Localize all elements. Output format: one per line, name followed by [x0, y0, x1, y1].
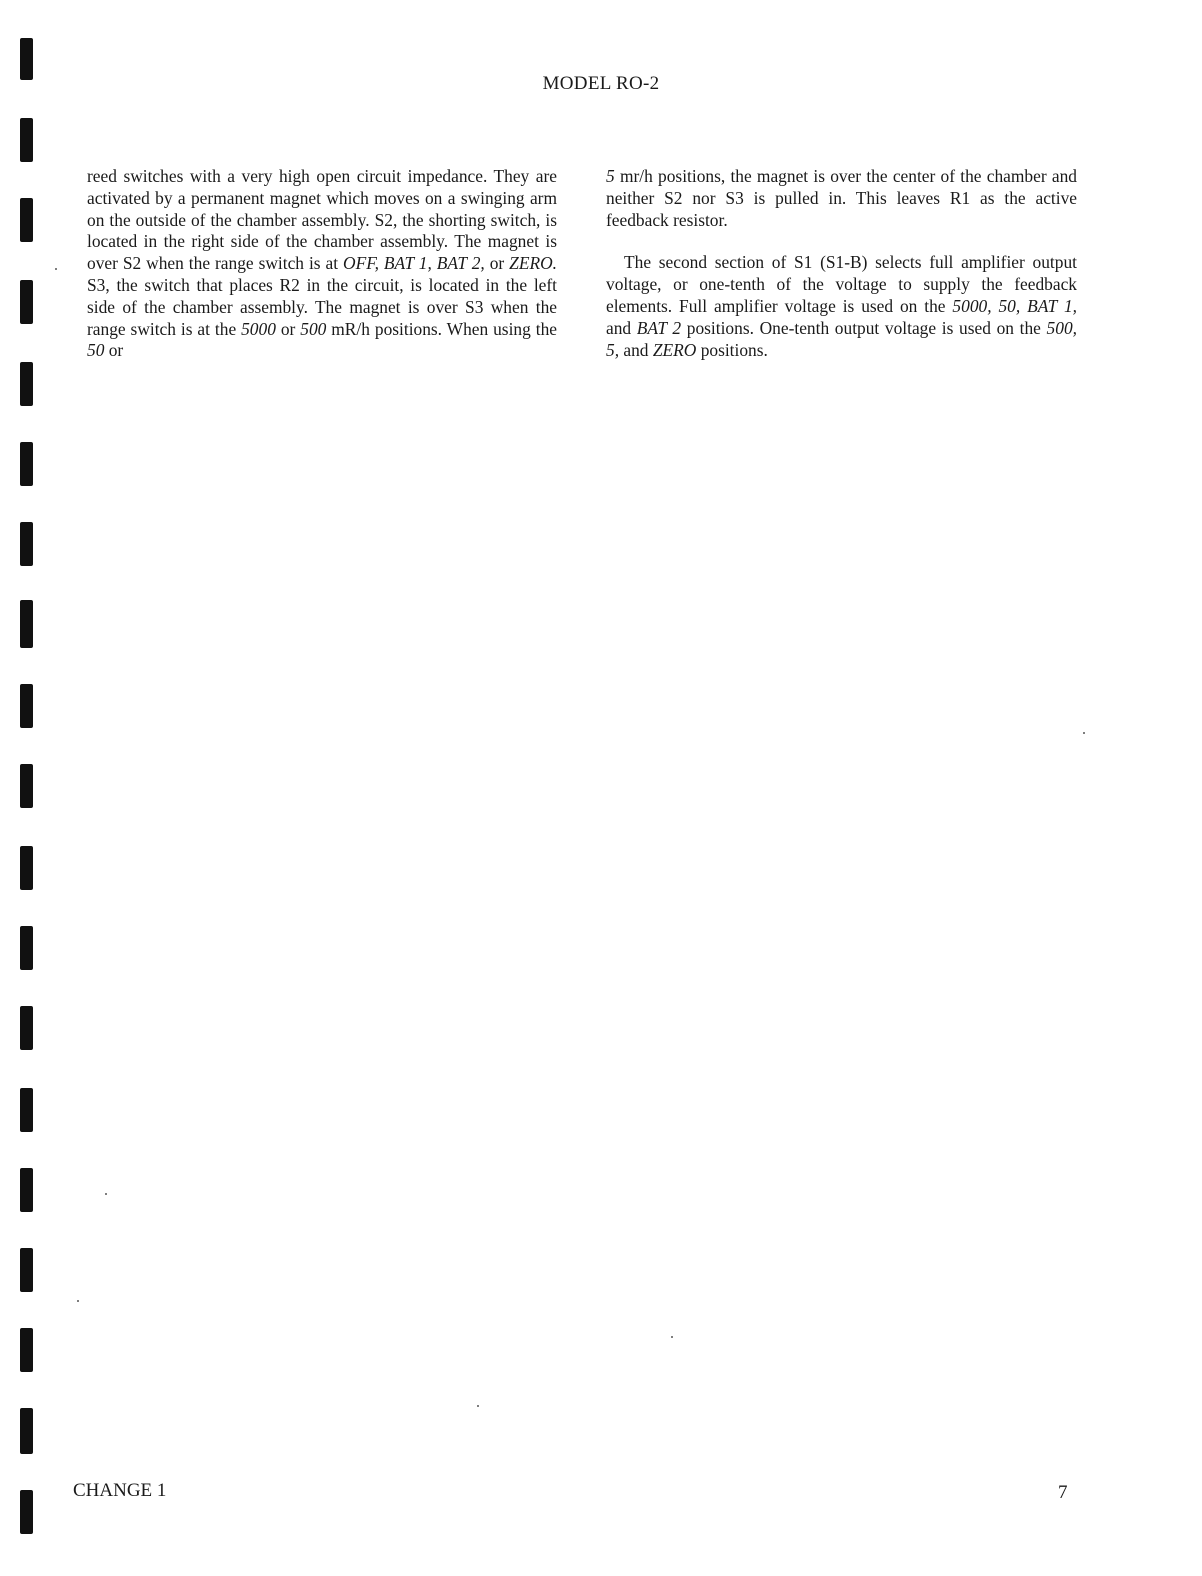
binding-hole [20, 280, 33, 324]
right-paragraph-1 [606, 166, 1077, 231]
binding-hole [20, 442, 33, 486]
italic-text-run: ZERO. [509, 253, 557, 274]
text-run: mR/h positions. When using the [326, 318, 557, 339]
binding-hole [20, 600, 33, 648]
binding-hole [20, 1328, 33, 1372]
italic-text-run: ZERO [652, 339, 697, 360]
binding-hole [20, 1088, 33, 1132]
left-column [87, 166, 557, 362]
binding-hole [20, 926, 33, 970]
binding-hole [20, 1248, 33, 1292]
binding-hole [20, 198, 33, 242]
italic-text-run: 5000 [241, 318, 276, 339]
italic-text-run: 5000, 50, BAT 1, [952, 295, 1077, 316]
right-column [606, 166, 1077, 361]
scan-speck [477, 1405, 479, 1407]
left-paragraph-1 [87, 166, 557, 362]
italic-text-run: 500, 5, [606, 317, 1077, 360]
scan-speck [105, 1193, 107, 1195]
binding-hole [20, 522, 33, 566]
italic-text-run: 500 [300, 318, 327, 339]
text-run: positions. One-tenth output voltage is used on the [681, 317, 1047, 338]
binding-hole [20, 846, 33, 890]
scan-speck [55, 268, 57, 270]
text-run: reed switches with a very high open circuit impedance. They are activated by a permanent magnet which moves on a swinging arm on the outside of the chamber assembly. S2, the shorting switch, is located in the right side of the chamber assembly. The magnet is over S2 when the range switch is at [87, 166, 557, 274]
binding-hole [20, 764, 33, 808]
right-paragraph-2 [606, 252, 1077, 361]
binding-hole [20, 118, 33, 162]
binding-hole [20, 1168, 33, 1212]
scan-speck [671, 1336, 673, 1338]
binding-hole [20, 1408, 33, 1454]
page-header: MODEL RO-2 [542, 73, 660, 94]
text-run: or [484, 253, 510, 274]
binding-hole [20, 1006, 33, 1050]
scan-speck [77, 1300, 79, 1302]
binding-strip [0, 0, 48, 1576]
binding-hole [20, 684, 33, 728]
italic-text-run: 50 [87, 340, 105, 361]
text-run: mr/h positions, the magnet is over the center of the chamber and neither S2 nor S3 is pulled in. This leaves R1 as the active feedback resistor. [606, 166, 1077, 230]
text-run: and [606, 317, 637, 338]
binding-hole [20, 362, 33, 406]
italic-text-run: BAT 2 [636, 317, 682, 338]
text-run: or [275, 318, 301, 339]
text-run: The second section of S1 (S1-B) selects full amplifier output voltage, or one-tenth of the voltage to supply the feedback elements. Full amplifier voltage is used on the [606, 252, 1077, 316]
text-run: and [619, 339, 653, 360]
scan-speck [1083, 732, 1085, 734]
italic-text-run: 5 [606, 166, 615, 186]
change-label: CHANGE 1 [73, 1480, 167, 1501]
text-run: S3, the switch that places R2 in the circuit, is located in the left side of the chamber assembly. The magnet is over S3 when the range switch is at the [87, 274, 557, 339]
italic-text-run: OFF, BAT 1, BAT 2, [343, 253, 485, 274]
page-number: 7 [1058, 1482, 1068, 1503]
text-run: or [104, 340, 124, 361]
text-run: positions. [696, 339, 768, 360]
binding-hole [20, 1490, 33, 1534]
